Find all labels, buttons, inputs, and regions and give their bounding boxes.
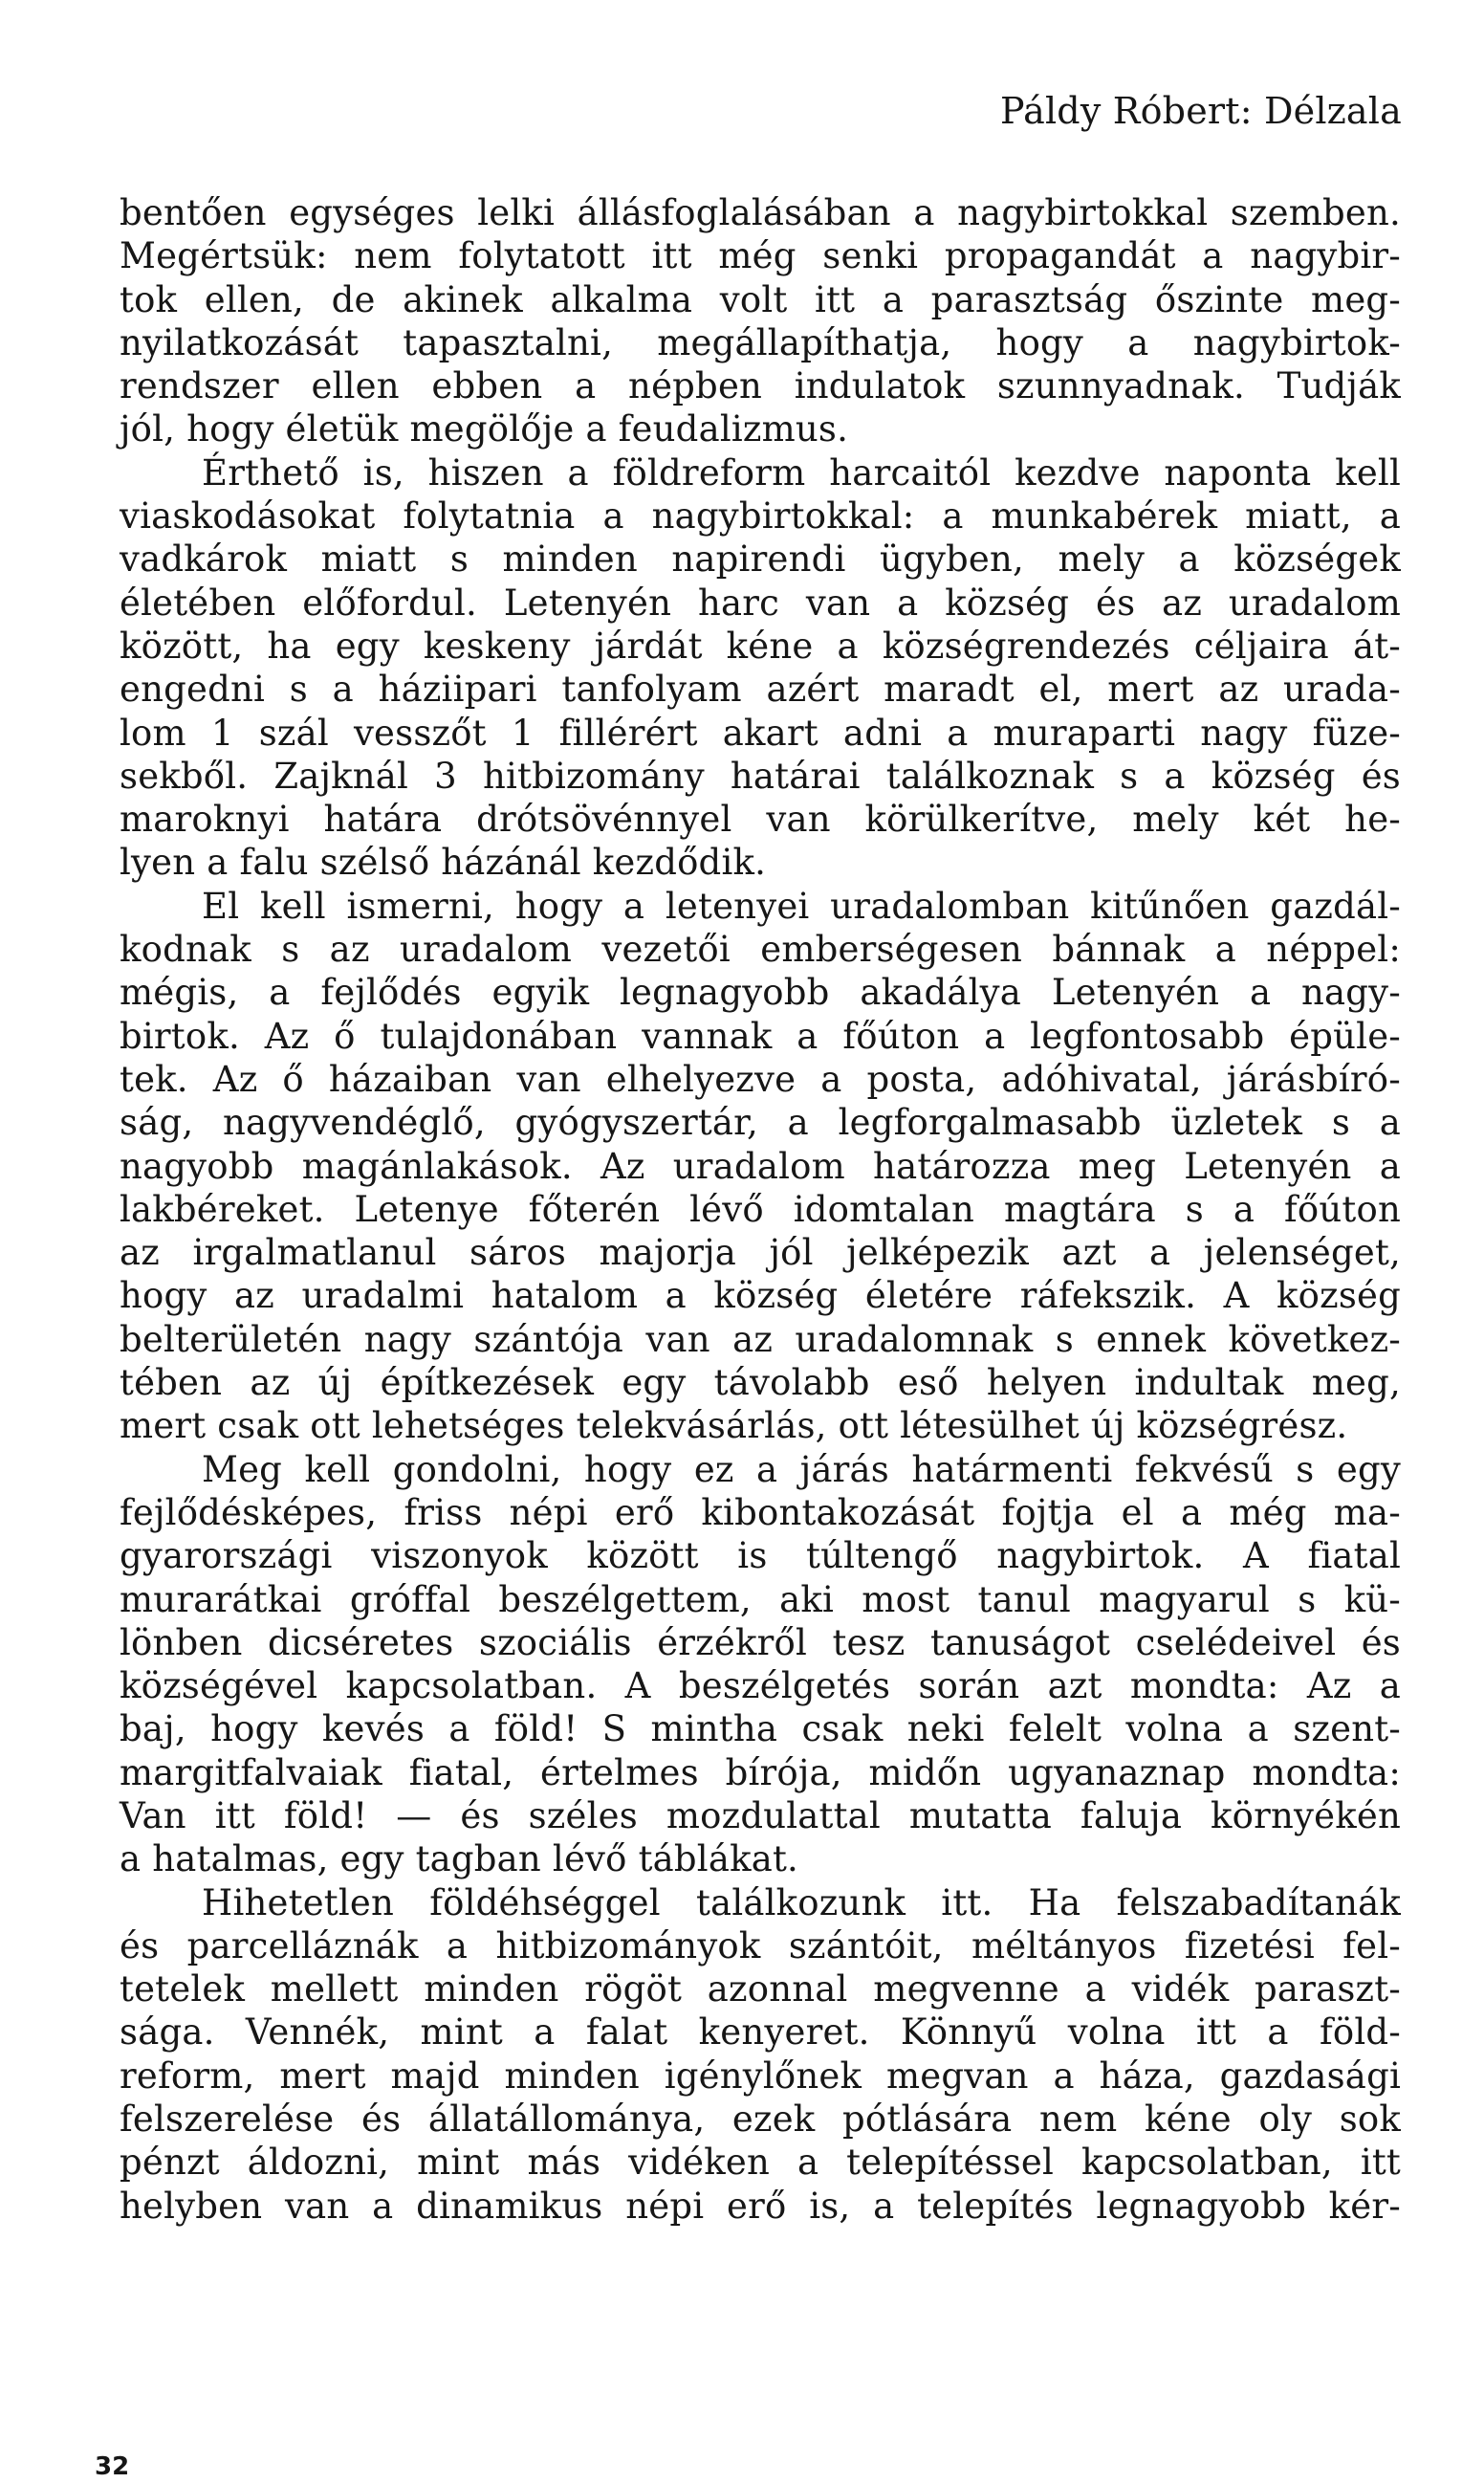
text-line: murarátkai gróffal beszélgettem, aki most tanul magyarul s kü- [120, 1578, 1401, 1620]
text-line: felszerelése és állatállománya, ezek pótlására nem kéne oly sok [120, 2098, 1401, 2141]
text-line: lom 1 szál vesszőt 1 fillérért akart adni a muraparti nagy füze- [120, 712, 1401, 754]
text-line: mégis, a fejlődés egyik legnagyobb akadálya Letenyén a nagy- [120, 972, 1401, 1014]
text-line: ság, nagyvendéglő, gyógyszertár, a legforgalmasabb üzletek s a [120, 1102, 1401, 1144]
text-line: Hihetetlen földéhséggel találkozunk itt. Ha felszabadítanák [202, 1881, 1401, 1923]
text-line: bentően egységes lelki állásfoglalásában a nagybirtokkal szemben. [120, 192, 1401, 233]
text-line: kodnak s az uradalom vezetői emberségesen bánnak a néppel: [120, 929, 1401, 971]
text-line: lönben dicséretes szociális érzékről tesz tanuságot cselédeivel és [120, 1621, 1401, 1663]
paragraph [120, 1881, 1401, 2228]
text-line: sága. Vennék, mint a falat kenyeret. Könnyű volna itt a föld- [120, 2011, 1401, 2054]
text-line: az irgalmatlanul sáros majorja jól jelképezik azt a jelenséget, [120, 1232, 1401, 1274]
text-line: reform, mert majd minden igénylőnek megvan a háza, gazdasági [120, 2055, 1401, 2097]
text-line: tek. Az ő házaiban van elhelyezve a posta, adóhivatal, járásbíró- [120, 1058, 1401, 1100]
text-line: helyben van a dinamikus népi erő is, a telepítés legnagyobb kér- [120, 2185, 1401, 2227]
text-line: és parcelláznák a hitbizományok szántóit, méltányos fizetési fel- [120, 1924, 1401, 1967]
text-line: El kell ismerni, hogy a letenyei uradalomban kitűnően gazdál- [202, 885, 1401, 927]
paragraph [120, 885, 1401, 1448]
text-line: hogy az uradalmi hatalom a község életére ráfekszik. A község [120, 1275, 1401, 1317]
running-head: Páldy Róbert: Délzala [1000, 90, 1402, 132]
text-line: jól, hogy életük megölője a feudalizmus. [120, 408, 849, 450]
text-line: tében az új építkezések egy távolabb eső helyen indultak meg, [120, 1362, 1401, 1404]
text-line: vadkárok miatt s minden napirendi ügyben, mely a községek [120, 538, 1401, 581]
text-line: maroknyi határa drótsövénnyel van körülkerítve, mely két he- [120, 799, 1401, 841]
body-text [120, 191, 1401, 2228]
page-number: 32 [95, 2452, 130, 2481]
text-line: rendszer ellen ebben a népben indulatok szunnyadnak. Tudják [120, 365, 1401, 407]
text-line: Van itt föld! — és széles mozdulattal mutatta faluja környékén [120, 1794, 1401, 1836]
text-line: Érthető is, hiszen a földreform harcaitól kezdve naponta kell [202, 451, 1401, 494]
text-line: községével kapcsolatban. A beszélgetés során azt mondta: Az a [120, 1665, 1401, 1707]
text-line: Megértsük: nem folytatott itt még senki propagandát a nagybir- [120, 235, 1401, 277]
paragraph [120, 451, 1401, 885]
text-line: lyen a falu szélső házánál kezdődik. [120, 842, 767, 884]
text-line: mert csak ott lehetséges telekvásárlás, ott létesülhet új községrész. [120, 1405, 1348, 1447]
text-line: margitfalvaiak fiatal, értelmes bírója, midőn ugyanaznap mondta: [120, 1751, 1401, 1793]
text-line: pénzt áldozni, mint más vidéken a telepítéssel kapcsolatban, itt [120, 2142, 1401, 2184]
text-line: nyilatkozását tapasztalni, megállapíthatja, hogy a nagybirtok- [120, 321, 1401, 363]
text-line: gyarországi viszonyok között is túltengő nagybirtok. A fiatal [120, 1535, 1401, 1577]
text-line: belterületén nagy szántója van az uradalomnak s ennek következ- [120, 1318, 1401, 1360]
text-line: életében előfordul. Letenyén harc van a község és az uradalom [120, 582, 1401, 624]
text-line: engedni s a háziipari tanfolyam azért maradt el, mert az urada- [120, 669, 1401, 711]
text-line: nagyobb magánlakások. Az uradalom határozza meg Letenyén a [120, 1145, 1401, 1187]
paragraph [120, 191, 1401, 451]
text-line: viaskodásokat folytatnia a nagybirtokkal: a munkabérek miatt, a [120, 495, 1401, 538]
text-line: baj, hogy kevés a föld! S mintha csak neki felelt volna a szent- [120, 1708, 1401, 1750]
text-line: Meg kell gondolni, hogy ez a járás határmenti fekvésű s egy [202, 1448, 1401, 1490]
paragraph [120, 1448, 1401, 1881]
text-line: sekből. Zajknál 3 hitbizomány határai találkoznak s a község és [120, 755, 1401, 797]
text-line: között, ha egy keskeny járdát kéne a községrendezés céljaira át- [120, 625, 1401, 667]
text-line: tetelek mellett minden rögöt azonnal megvenne a vidék paraszt- [120, 1968, 1401, 2011]
text-line: a hatalmas, egy tagban lévő táblákat. [120, 1838, 799, 1880]
text-line: birtok. Az ő tulajdonában vannak a főúton a legfontosabb épüle- [120, 1015, 1401, 1057]
text-line: tok ellen, de akinek alkalma volt itt a parasztság őszinte meg- [120, 278, 1401, 320]
text-line: lakbéreket. Letenye főterén lévő idomtalan magtára s a főúton [120, 1188, 1401, 1230]
text-line: fejlődésképes, friss népi erő kibontakozását fojtja el a még ma- [120, 1491, 1401, 1533]
